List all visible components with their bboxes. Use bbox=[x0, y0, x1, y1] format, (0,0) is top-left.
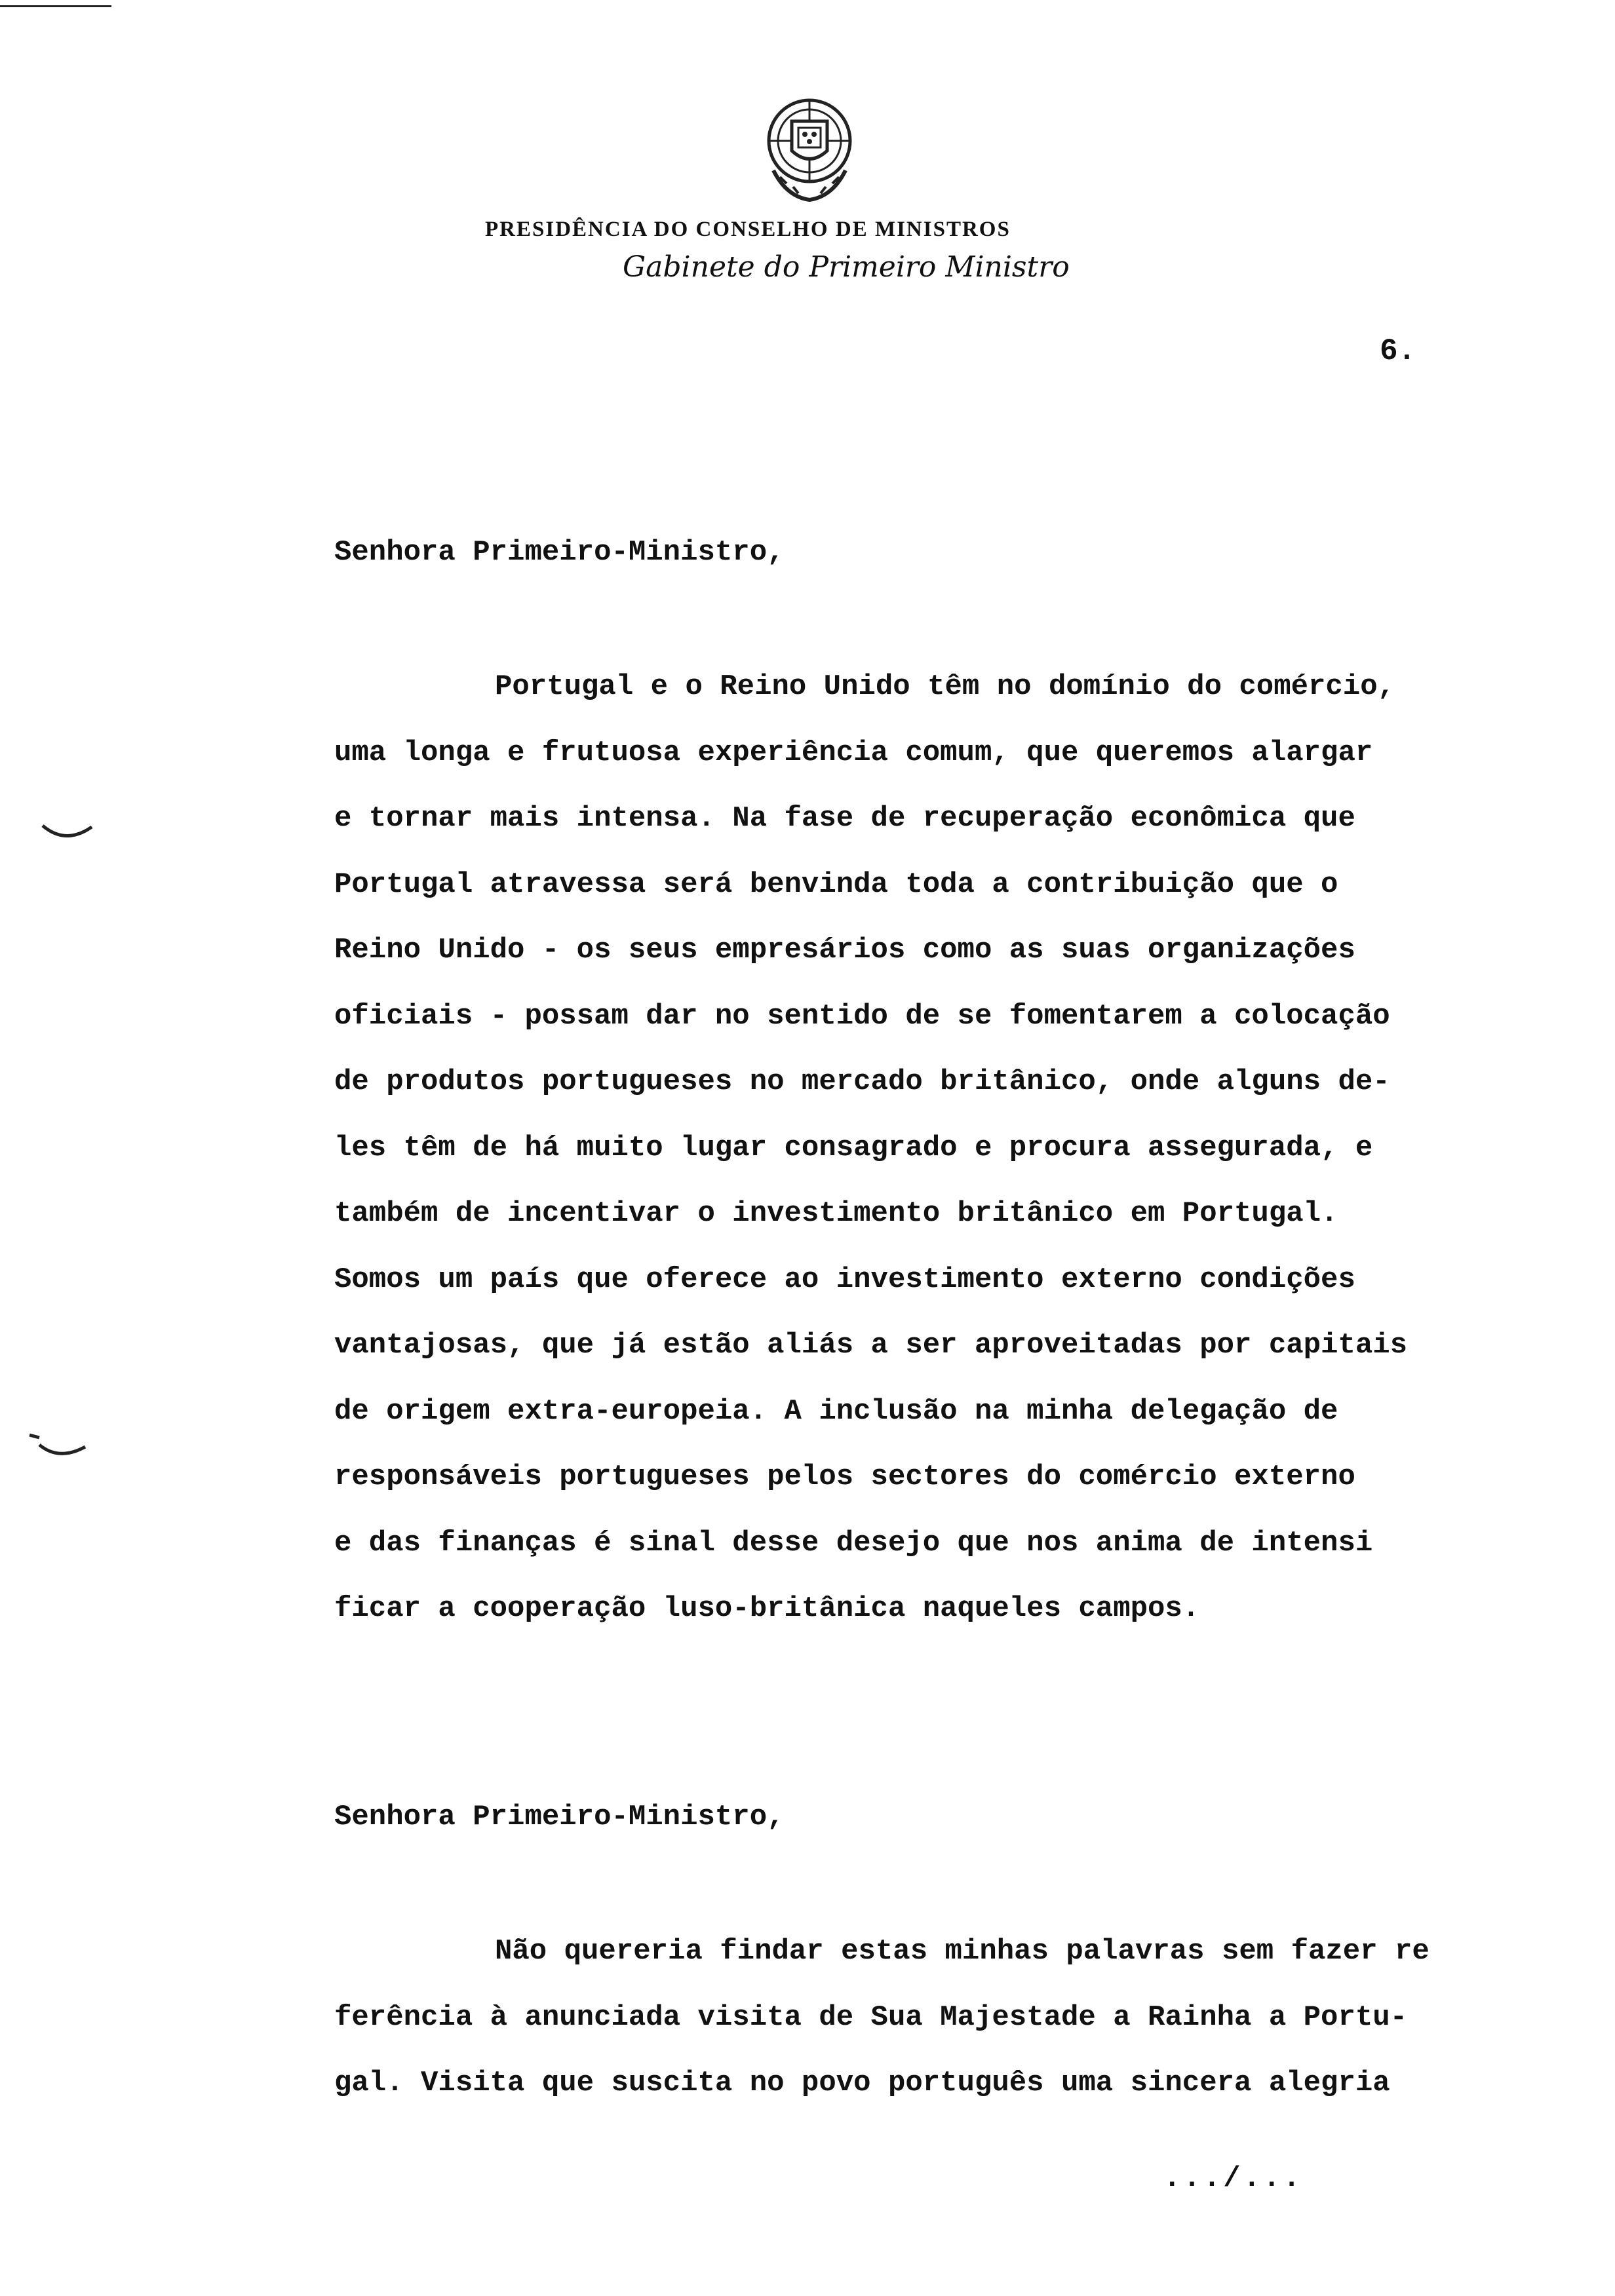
continuation-mark: .../... bbox=[1163, 2162, 1303, 2195]
scan-artifact-mark bbox=[26, 1428, 92, 1474]
text-line: ferência à anunciada visita de Sua Majestade a Rainha a Portu- bbox=[334, 2000, 1408, 2034]
text-line: Portugal atravessa será benvinda toda a contribuição que o bbox=[334, 868, 1338, 901]
page-edge-line bbox=[0, 5, 111, 7]
office-name: Gabinete do Primeiro Ministro bbox=[623, 250, 1070, 284]
body-paragraph bbox=[334, 1919, 1566, 2116]
text-line: Somos um país que oferece ao investimento externo condições bbox=[334, 1263, 1355, 1296]
letterhead bbox=[0, 79, 1615, 301]
text-line: uma longa e frutuosa experiência comum, que queremos alargar bbox=[334, 736, 1373, 769]
text-line: ficar a cooperação luso-britânica naqueles campos. bbox=[334, 1592, 1200, 1625]
body-paragraph bbox=[334, 654, 1566, 1642]
text-line: oficiais - possam dar no sentido de se fomentarem a colocação bbox=[334, 999, 1390, 1033]
text-line: les têm de há muito lugar consagrado e procura assegurada, e bbox=[334, 1131, 1373, 1164]
text-line: Portugal e o Reino Unido têm no domínio do comércio, bbox=[495, 670, 1395, 703]
organization-name: PRESIDÊNCIA DO CONSELHO DE MINISTROS bbox=[485, 218, 1011, 241]
text-line: e das finanças é sinal desse desejo que nos anima de intensi bbox=[334, 1526, 1373, 1559]
coat-of-arms-emblem bbox=[754, 85, 865, 210]
text-line: Não quereria findar estas minhas palavras sem fazer re bbox=[495, 1935, 1430, 1968]
text-line: Reino Unido - os seus empresários como as suas organizações bbox=[334, 934, 1355, 966]
text-line: de produtos portugueses no mercado britânico, onde alguns de- bbox=[334, 1065, 1390, 1098]
scan-artifact-mark bbox=[39, 813, 98, 852]
text-line: também de incentivar o investimento britânico em Portugal. bbox=[334, 1197, 1338, 1230]
text-line: vantajosas, que já estão aliás a ser aproveitadas por capitais bbox=[334, 1329, 1408, 1362]
text-line: gal. Visita que suscita no povo português uma sincera alegria bbox=[334, 2067, 1390, 2099]
text-line: de origem extra-europeia. A inclusão na minha delegação de bbox=[334, 1394, 1338, 1428]
page-number: 6. bbox=[1380, 334, 1416, 368]
salutation: Senhora Primeiro-Ministro, bbox=[334, 1801, 785, 1833]
text-line: e tornar mais intensa. Na fase de recuperação econômica que bbox=[334, 802, 1355, 835]
salutation: Senhora Primeiro-Ministro, bbox=[334, 536, 785, 569]
text-line: responsáveis portugueses pelos sectores do comércio externo bbox=[334, 1461, 1355, 1493]
